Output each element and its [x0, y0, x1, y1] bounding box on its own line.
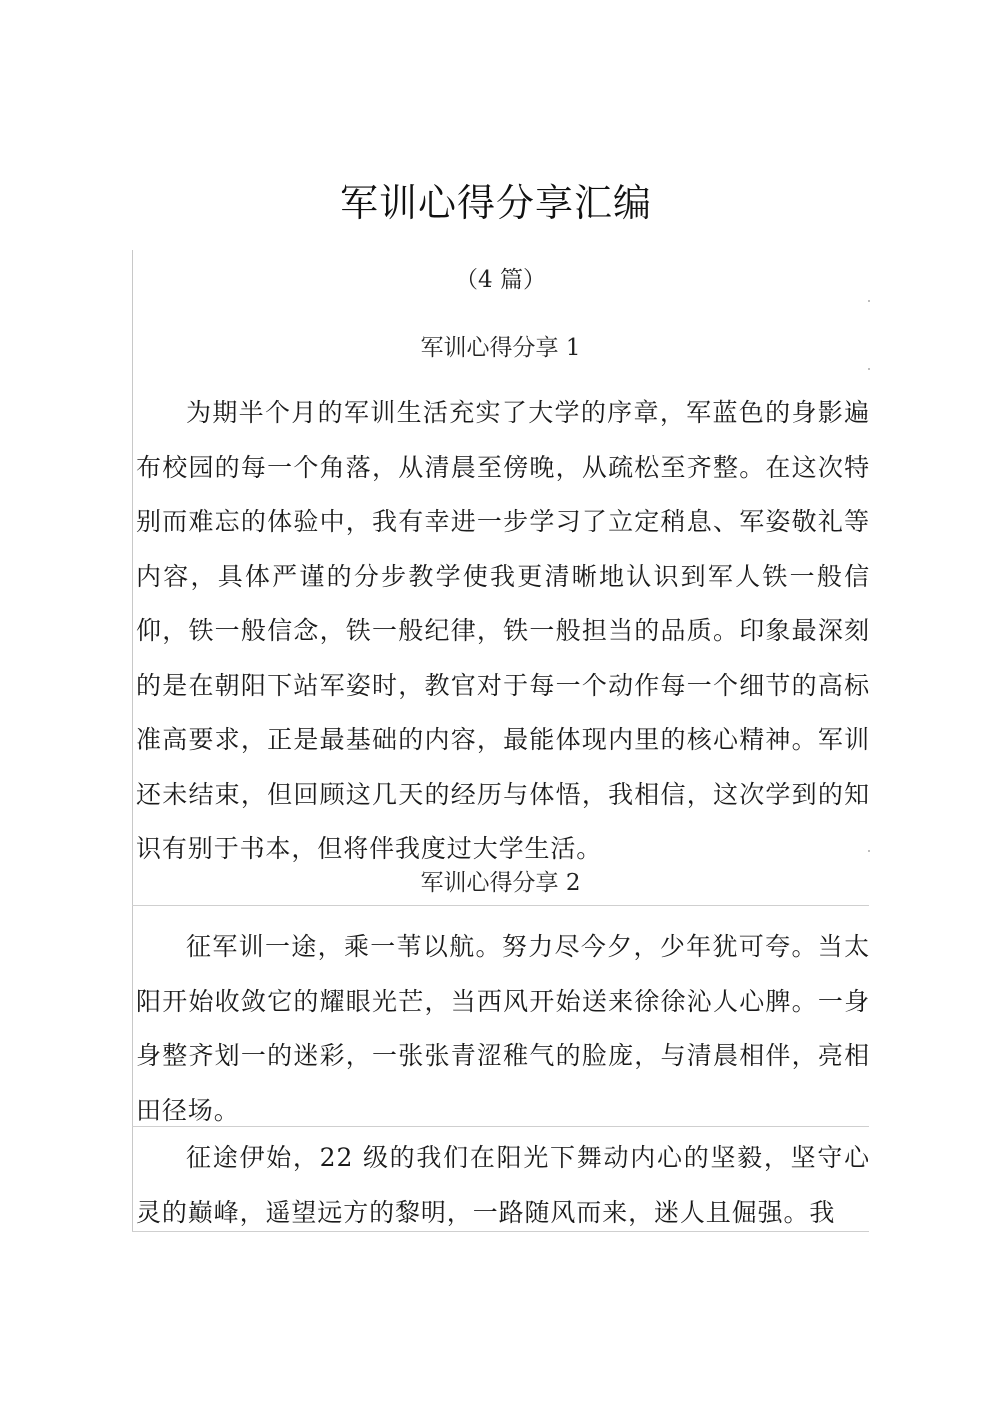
- section-2-heading: 军训心得分享 2: [420, 870, 581, 896]
- border-tick: [868, 368, 870, 370]
- table-bottom-border: [132, 1231, 869, 1232]
- border-tick: [868, 300, 870, 302]
- section-2-paragraph-1: 征军训一途，乘一苇以航。努力尽今夕，少年犹可夸。当太阳开始收敛它的耀眼光芒，当西风开始送来徐徐沁人心脾。一身身整齐划一的迷彩，一张张青涩稚气的脸庞，与清晨相伴，亮相田径场。: [136, 932, 870, 1125]
- row-divider: [132, 905, 869, 906]
- row-divider: [132, 1126, 869, 1127]
- section-1-paragraph-1: 为期半个月的军训生活充实了大学的序章，军蓝色的身影遍布校园的每一个角落，从清晨至傍晚，从疏松至齐整。在这次特别而难忘的体验中，我有幸进一步学习了立定稍息、军姿敬礼等内容，具体严谨的分步教学使我更清晰地认识到军人铁一般信仰，铁一般信念，铁一般纪律，铁一般担当的品质。印象最深刻的是在朝阳下站军姿时，教官对于每一个动作每一个细节的高标准高要求，正是最基础的内容，最能体现内里的核心精神。军训还未结束，但回顾这几天的经历与体悟，我相信，这次学到的知识有别于书本，但将伴我度过大学生活。: [136, 398, 870, 863]
- section-2-paragraph-2: 征途伊始，22 级的我们在阳光下舞动内心的坚毅，坚守心灵的巅峰，遥望远方的黎明，一路随风而来，迷人且倔强。我: [136, 1143, 870, 1227]
- page-title: 军训心得分享汇编: [339, 181, 652, 225]
- section-1-heading: 军训心得分享 1: [420, 335, 581, 361]
- border-tick: [868, 850, 870, 852]
- subtitle: （4 篇）: [455, 267, 546, 293]
- table-left-border: [132, 250, 133, 1232]
